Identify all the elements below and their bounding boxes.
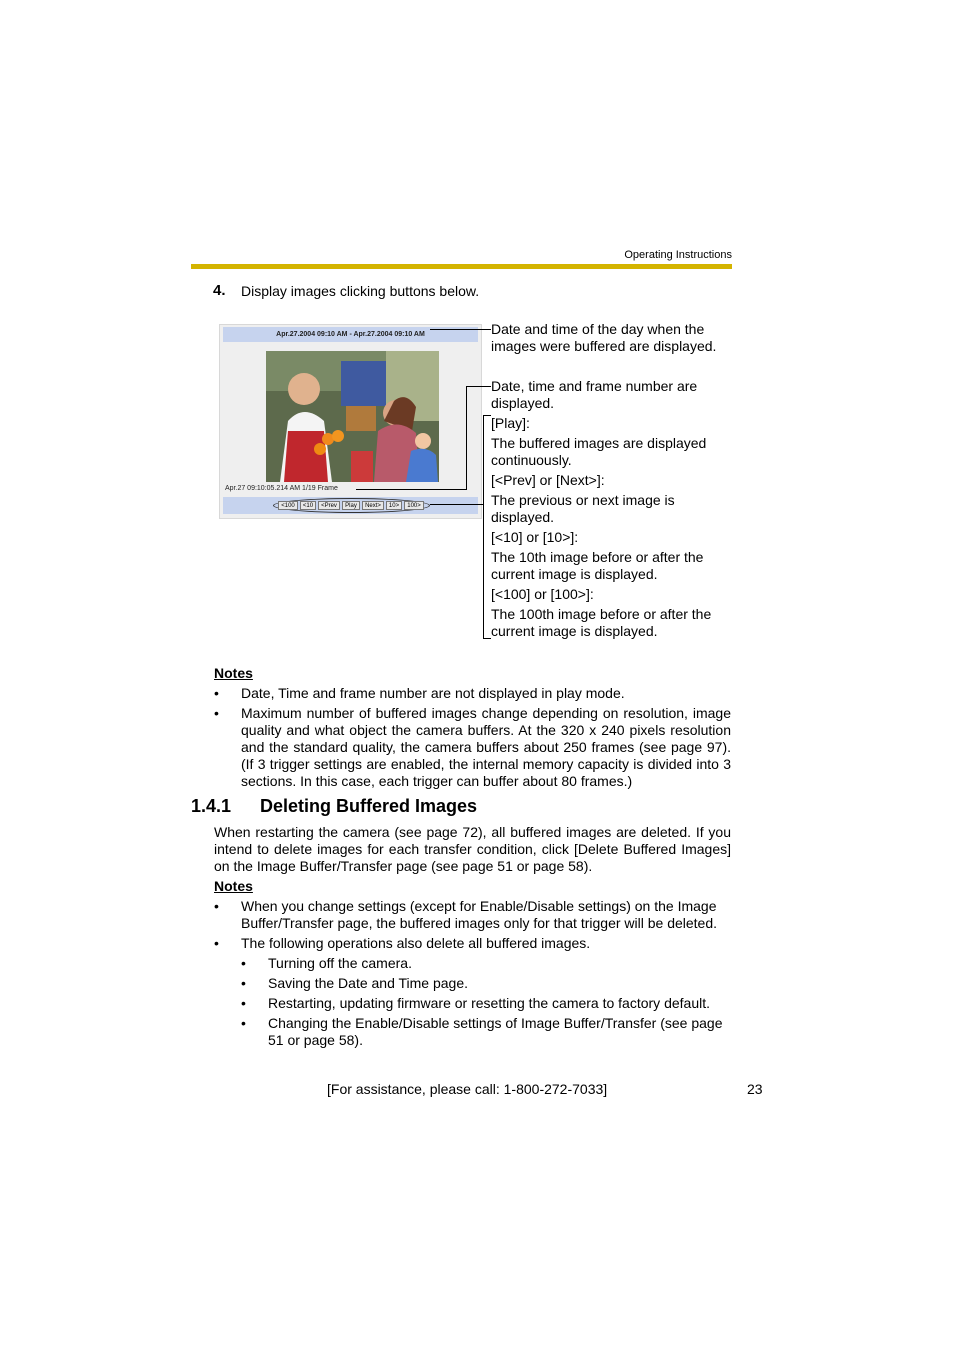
callout-hundred-desc [491,606,731,640]
callout-prev-next-label: [<Prev] or [Next>]: [491,472,605,488]
callout-date-time-line1: Date and time of the day when the [491,321,705,337]
footer-assistance: [For assistance, please call: 1-800-272-7033] [327,1081,608,1097]
section-paragraph: When restarting the camera (see page 72), all buffered images are deleted. If you intend to delete images for each transfer condition, click [Delete Buffered Images] on the Image Buffer/Transfer page (see page 51 or page 58). [214,824,731,874]
back-10-button[interactable]: <10 [300,501,316,510]
sub-item: Restarting, updating firmware or resetting the camera to factory default. [268,995,710,1011]
leader-frame-h2 [356,489,467,490]
step-number: 4. [213,282,226,299]
leader-frame-h [466,386,491,387]
bracket-bottom [483,638,491,639]
notes-heading: Notes [214,665,253,681]
bullet-glyph: • [214,685,219,701]
sub-item: Changing the Enable/Disable settings of Image Buffer/Transfer (see page 51 or page 58). [268,1015,723,1048]
callout-frame-line1: Date, time and frame number are [491,378,698,394]
sub-item: Turning off the camera. [268,955,412,971]
callout-ten-desc-line2: current image is displayed. [491,566,658,582]
leader-buttons [430,504,483,505]
callout-ten-label: [<10] or [10>]: [491,529,579,545]
bullet-glyph: • [241,1015,246,1031]
bullet-glyph: • [214,898,219,914]
callout-date-time [491,321,731,355]
callout-play-label: [Play]: [491,415,530,431]
callout-play-desc [491,435,731,469]
prev-button[interactable]: <Prev [318,501,340,510]
bullet-glyph: • [241,975,246,991]
callout-play-desc-line2: continuously. [491,452,572,468]
section-title: Deleting Buffered Images [260,796,478,816]
callout-prev-next-desc [491,492,731,526]
section-number: 1.4.1 [191,796,232,816]
bullet-glyph: • [214,935,219,951]
leader-frame-v [466,386,467,490]
callout-hundred-desc-line2: current image is displayed. [491,623,658,639]
note-item: The following operations also delete all buffered images. [241,935,591,951]
note-item: Date, Time and frame number are not displayed in play mode. [241,685,625,701]
step-text: Display images clicking buttons below. [241,283,480,299]
next-button[interactable]: Next> [362,501,384,510]
forward-10-button[interactable]: 10> [386,501,402,510]
buffered-image [266,351,439,482]
callout-play-desc-line1: The buffered images are displayed [491,435,707,451]
page-number: 23 [747,1081,763,1097]
running-header: Operating Instructions [624,249,732,261]
date-range-bar: Apr.27.2004 09:10 AM - Apr.27.2004 09:10 AM [223,327,478,342]
callout-frame [491,378,731,412]
forward-100-button[interactable]: 100> [404,501,424,510]
callout-ten-desc-line1: The 10th image before or after the [491,549,704,565]
callout-hundred-desc-line1: The 100th image before or after the [491,606,712,622]
callout-prev-next-desc-line2: displayed. [491,509,555,525]
play-button[interactable]: Play [342,501,360,510]
bullet-glyph: • [214,705,219,721]
frame-caption: Apr.27 09:10:05.214 AM 1/19 Frame [225,485,338,492]
note-item: When you change settings (except for Enable/Disable settings) on the Image Buffer/Transfer page, the buffered images only for that trigger will be deleted. [241,898,718,931]
sub-item: Saving the Date and Time page. [268,975,469,991]
bracket-buttons [483,415,484,639]
bracket-top [483,415,491,416]
callout-frame-line2: displayed. [491,395,555,411]
callout-prev-next-desc-line1: The previous or next image is [491,492,675,508]
bullet-glyph: • [241,995,246,1011]
callout-ten-desc [491,549,731,583]
bullet-glyph: • [241,955,246,971]
store-photo [266,351,439,482]
callout-date-time-line2: images were buffered are displayed. [491,338,717,354]
back-100-button[interactable]: <100 [278,501,298,510]
header-rule [191,264,732,269]
leader-date-time [430,329,491,330]
note-item: Maximum number of buffered images change depending on resolution, image quality and what object the camera buffers. At the 320 x 240 pixels resolution and the standard quality, the camera buffers about 250 frames (see page 97). (If 3 trigger settings are enabled, the internal memory capacity is divided into 3 sections. In this case, each trigger can buffer about 80 frames.) [241,705,731,789]
notes-heading: Notes [214,878,253,894]
callout-hundred-label: [<100] or [100>]: [491,586,594,602]
